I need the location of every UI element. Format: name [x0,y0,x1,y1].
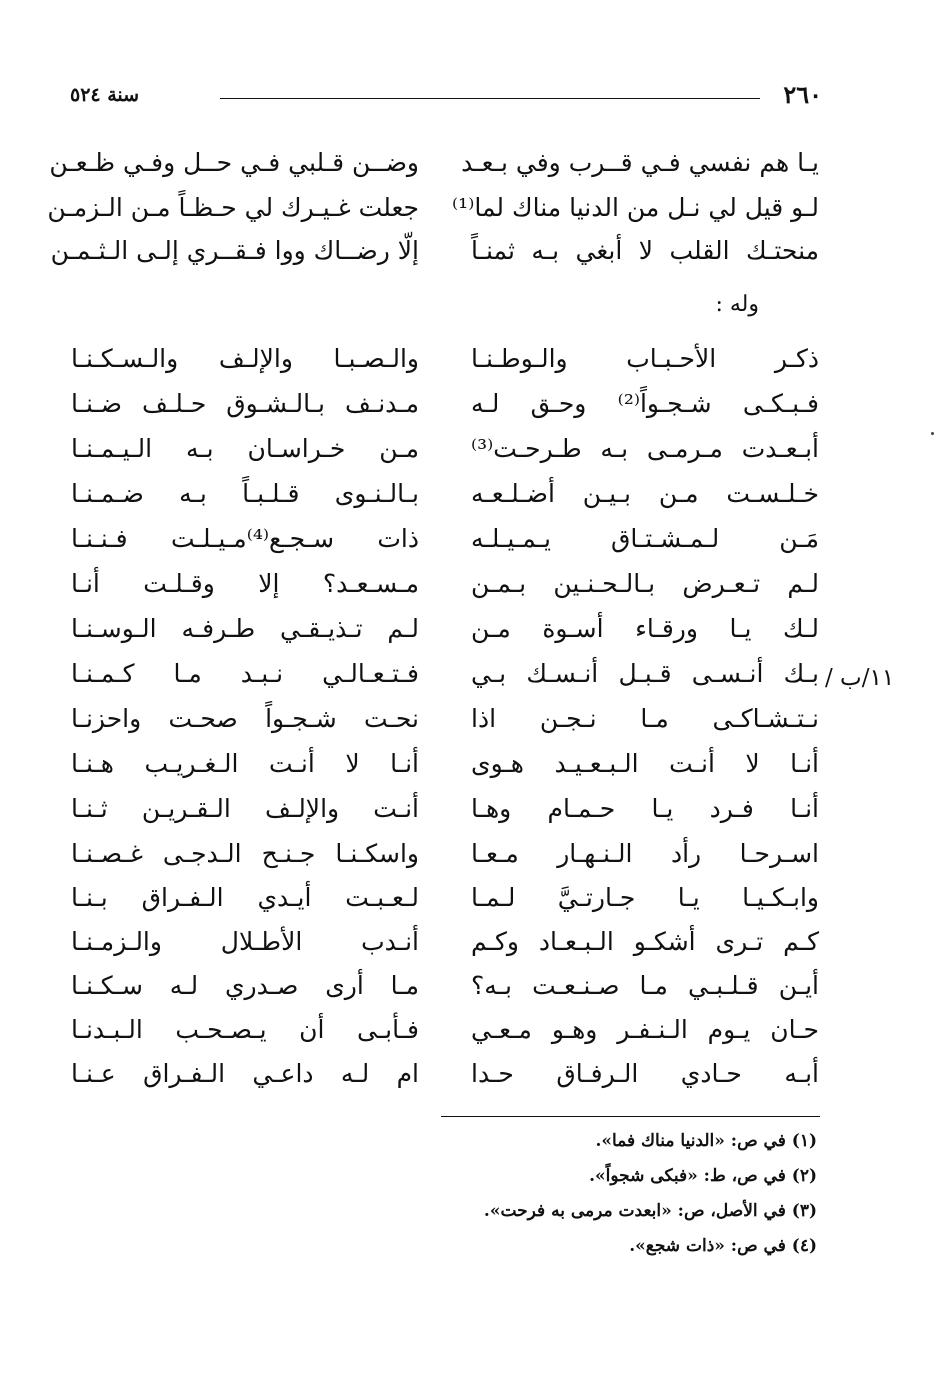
verse-hemistich-left: مـسـعـد؟ إلا وقـلـت أنـا [71,569,419,598]
page-header [70,80,822,110]
footnote: (١) في ص: «الدنيا مناك فما». [595,1131,817,1151]
verse-hemistich-right: حـان يـوم الـنـفـر وهـو مـعـي [471,1015,819,1044]
page-number: ٢٦٠ [783,80,822,109]
running-head: سنة ٥٢٤ [70,84,140,106]
verse-hemistich-right: خـلـسـت مـن بـيـن أضـلـعـه [471,479,819,508]
verse-hemistich-right: وابـكـيـا يـا جـارتـيَّ لـمـا [471,883,819,912]
verse-hemistich-left: إلّا رضــاك ووا فـقــري إلـى الـثـمـن [50,236,419,265]
footnote: (٢) في ص، ط: «فبكى شجواً». [589,1166,817,1186]
verse-hemistich-right: أيـن قـلـبـي مـا صـنـعـت بـه؟ [471,971,819,1000]
verse-hemistich-right: ذكـر الأحـبـاب والـوطـنـا [471,344,819,373]
verse-hemistich-right: كـم تـرى أشكـو الـبـعـاد وكـم [471,927,819,956]
verse-hemistich-left: والـصـبـا والإلـف والـسـكـنـا [71,344,419,373]
verse-hemistich-left: فـتـعـالـي نـبـد مـا كـمـنـا [71,659,419,688]
verse-hemistich-left: لـم تـذيـقـي طـرفـه الـوسـنـا [71,614,419,643]
verse-hemistich-right: بـك أنـسـى قـبـل أنـسـك بـي [471,659,819,688]
verse-hemistich-right: يـا هم نفسي فـي قــرب وفي بـعـد [461,148,819,177]
verse-hemistich-right: لـم تـعـرض بـالـحـنـين بـمـن [471,569,819,598]
verse-hemistich-right: أنـا لا أنـت الـبـعـيـد هـوى [471,749,819,778]
footnote: (٤) في ص: «ذات شجع». [629,1236,817,1256]
verse-hemistich-right: منحتـك القلب لا أبغي بـه ثمنـاً [471,236,819,265]
verse-hemistich-left: أنـا لا أنـت الـغـريـب هـنـا [71,749,419,778]
header-rule [220,98,760,99]
verse-hemistich-left: بـالـنـوى قـلـبـاً بـه ضـمـنـا [71,479,419,508]
verse-hemistich-right: اسـرحـا رأد الـنـهـار مـعـا [471,839,819,868]
verse-hemistich-left: وضــن قـلبي فـي حــل وفـي ظـعـن [49,148,419,177]
poem-intro: وله : [715,292,759,317]
verse-hemistich-left: أنـدب الأطـلال والـزمـنـا [71,927,419,956]
verse-hemistich-left: واسكـنـا جـنـح الـدجـى غـصـنـا [71,839,419,868]
verse-hemistich-left: جعلت غـيـرك لي حـظـاً مـن الـزمـن [47,193,419,222]
verse-hemistich-left: نحـت شـجـواً صحـت واحزنـا [71,704,419,733]
verse-hemistich-right: فـبـكـى شـجـواً⁽²⁾ وحـق لـه [471,389,819,418]
verse-hemistich-left: مـا أرى صـدري لـه سـكـنـا [71,971,419,1000]
verse-hemistich-left: ذات سـجـع⁽⁴⁾مـيـلـت فـنـنـا [71,524,419,553]
verse-hemistich-left: فـأبـى أن يـصـحـب الـبـدنـا [71,1015,419,1044]
verse-hemistich-right: لـو قيل لي نـل من الدنيا مناك لما⁽¹⁾ [452,193,819,222]
footnote: (٣) في الأصل، ص: «ابعدت مرمى به فرحت». [483,1201,817,1221]
verse-hemistich-right: لـك يـا ورقـاء أسـوة مـن [471,614,819,643]
verse-hemistich-left: مـدنـف بـالـشـوق حـلـف ضـنـا [71,389,419,418]
verse-hemistich-left: مـن خـراسـان بـه الـيـمـنـا [71,434,419,463]
verse-hemistich-left: ام لـه داعـي الـفـراق عـنـا [71,1059,419,1088]
verse-hemistich-right: أبـه حـادي الـرفـاق حـدا [471,1059,819,1088]
verse-hemistich-left: أنـت والإلـف الـقـريـن ثـنـا [71,794,419,823]
verse-hemistich-right: نـتـشـاكـى مـا نـجـن اذا [471,704,819,733]
footnote-rule [441,1116,820,1117]
folio-margin-note: ١١/ب / [825,665,895,691]
verse-hemistich-right: مَـن لـمـشـتـاق يـمـيـلـه [471,524,819,553]
verse-hemistich-right: أنـا فـرد يـا حـمـام وهـا [471,794,819,823]
verse-hemistich-left: لـعـبـت أيـدي الـفـراق بـنـا [71,883,419,912]
speck [931,432,934,435]
verse-hemistich-right: أبـعـدت مـرمـى بـه طـرحـت⁽³⁾ [471,434,819,463]
